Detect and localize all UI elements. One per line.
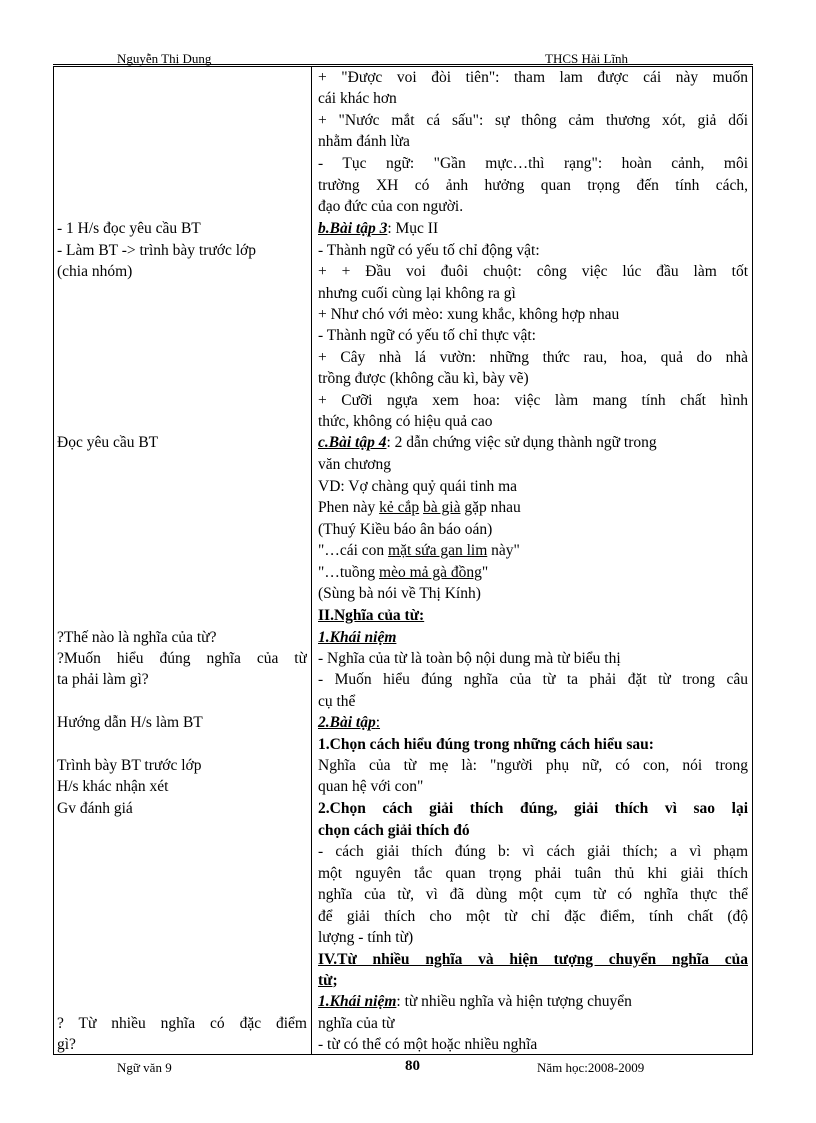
footer-school-year: Năm học:2008-2009 (537, 1060, 645, 1075)
right-line (318, 540, 748, 561)
right-line: nhằm đánh lừa (318, 133, 410, 150)
left-line: Hướng dẫn H/s làm BT (57, 714, 203, 731)
right-line: - Nghĩa của từ là toàn bộ nội dung mà từ biểu thị (318, 650, 621, 667)
right-line: nghĩa của từ, vì đã dùng một cụm từ có nghĩa thực thể (318, 886, 748, 903)
table-top-border (53, 64, 753, 65)
question-2-heading: 2.Chọn cách giải thích đúng, giải thích vì sao lại (318, 800, 748, 817)
exercises-heading (318, 712, 748, 733)
right-line: - Thành ngữ có yếu tố chỉ động vật: (318, 242, 540, 259)
underlined-phrase: bà già (423, 499, 461, 516)
text-span: này" (487, 542, 520, 559)
right-line: để giải thích cho một từ chỉ đặc điểm, tính chất (độ (318, 908, 748, 925)
exercise-3-label: b.Bài tập 3 (318, 220, 388, 237)
right-line: lượng - tính từ) (318, 929, 414, 946)
right-line: - từ có thể có một hoặc nhiều nghĩa (318, 1036, 538, 1053)
section-ii-heading: II.Nghĩa của từ: (318, 607, 425, 624)
heading-punct: ; (332, 972, 338, 989)
heading-word: từ (318, 972, 333, 989)
exercise-4-text: : 2 dẫn chứng việc sử dụng thành ngữ trong (386, 434, 657, 451)
underlined-phrase: mặt sứa gan lim (388, 542, 488, 559)
right-line: - Tục ngữ: "Gần mực…thì rạng": hoàn cảnh, môi (318, 155, 748, 172)
underlined-phrase: kẻ cắp (379, 499, 420, 516)
concept-iv-label: 1.Khái niệm (318, 993, 397, 1010)
header-school: THCS Hải Lĩnh (545, 51, 629, 66)
left-line: ?Muốn hiểu đúng nghĩa của từ (57, 650, 307, 667)
text-span: " (481, 564, 489, 581)
right-line: (Sùng bà nói về Thị Kính) (318, 585, 481, 602)
right-line: nhưng cuối cùng lại không ra gì (318, 285, 516, 302)
right-line: (Thuý Kiều báo ân báo oán) (318, 521, 493, 538)
page-number: 80 (405, 1058, 420, 1074)
right-line: - Muốn hiểu đúng nghĩa của từ ta phải đặt từ trong câu (318, 671, 748, 688)
right-line: + Cưỡi ngựa xem hoa: việc làm mang tính chất hình (318, 392, 748, 409)
left-line: gì? (57, 1036, 76, 1053)
right-line: cụ thể (318, 693, 356, 710)
left-line: (chia nhóm) (57, 263, 133, 280)
left-line: ?Thế nào là nghĩa của từ? (57, 629, 217, 646)
right-line (318, 562, 748, 583)
exercise-3-ref: : Mục II (387, 220, 439, 237)
right-line: - cách giải thích đúng b: vì cách giải thích; a vì phạm (318, 843, 748, 860)
right-line: + "Nước mắt cá sấu": sự thông cảm thương xót, giả dối (318, 112, 748, 129)
concept-iv-heading (318, 991, 748, 1012)
left-line: ta phải làm gì? (57, 671, 149, 688)
left-line: Trình bày BT trước lớp (57, 757, 202, 774)
text-span: "…cái con (318, 542, 389, 559)
left-line: ? Từ nhiều nghĩa có đặc điểm (57, 1015, 307, 1032)
text-span: Phen này (318, 499, 380, 516)
right-line: trường XH có ảnh hưởng quan trọng đến tính cách, (318, 177, 748, 194)
right-line: quan hệ với con" (318, 778, 424, 795)
right-line: trồng được (không cầu kì, bày vẽ) (318, 370, 529, 387)
text-span: gặp nhau (460, 499, 521, 516)
header-author: Nguyễn Thị Dung (117, 51, 212, 66)
left-line: Đọc yêu cầu BT (57, 434, 159, 451)
right-line: đạo đức của con người. (318, 198, 464, 215)
text-span: "…tuồng (318, 564, 380, 581)
column-divider (311, 66, 312, 1055)
left-line: Gv đánh giá (57, 800, 133, 817)
section-iv-heading: IV.Từ nhiều nghĩa và hiện tượng chuyển nghĩa của (318, 951, 748, 968)
right-line: + + Đầu voi đuôi chuột: công việc lúc đầu làm tốt (318, 263, 748, 280)
right-line: + Như chó với mèo: xung khắc, không hợp nhau (318, 306, 620, 323)
right-line: thức, không có hiệu quả cao (318, 413, 493, 430)
right-line: một nguyên tắc quan trọng phải tuân thủ khi giải thích (318, 865, 748, 882)
right-line: - Thành ngữ có yếu tố chỉ thực vật: (318, 327, 536, 344)
question-1-heading: 1.Chọn cách hiểu đúng trong những cách hiểu sau: (318, 736, 654, 753)
left-line: - 1 H/s đọc yêu cầu BT (57, 220, 201, 237)
underlined-phrase: mèo mả gà đồng (379, 564, 482, 581)
exercises-colon: : (375, 714, 381, 731)
right-line: văn chương (318, 456, 391, 473)
right-line (318, 497, 748, 518)
exercises-label: 2.Bài tập (318, 714, 376, 731)
left-line: - Làm BT -> trình bày trước lớp (57, 242, 256, 259)
exercise-4-heading (318, 432, 748, 453)
question-2-heading-cont: chọn cách giải thích đó (318, 822, 470, 839)
right-line: nghĩa của từ (318, 1015, 395, 1032)
right-line: Nghĩa của từ mẹ là: "người phụ nữ, có con, nói trong (318, 757, 748, 774)
concept-iv-text: : từ nhiều nghĩa và hiện tượng chuyển (396, 993, 632, 1010)
right-line: cái khác hơn (318, 90, 397, 107)
right-line: VD: Vợ chàng quỷ quái tinh ma (318, 478, 518, 495)
footer-subject: Ngữ văn 9 (117, 1060, 172, 1075)
exercise-4-label: c.Bài tập 4 (318, 434, 387, 451)
left-line: H/s khác nhận xét (57, 778, 169, 795)
concept-heading: 1.Khái niệm (318, 629, 397, 646)
exercise-3-heading (318, 218, 748, 239)
section-iv-heading-cont (318, 970, 748, 991)
right-line: + Cây nhà lá vườn: những thức rau, hoa, quả do nhà (318, 349, 748, 366)
right-line: + "Được voi đòi tiên": tham lam được cái này muốn (318, 69, 748, 86)
